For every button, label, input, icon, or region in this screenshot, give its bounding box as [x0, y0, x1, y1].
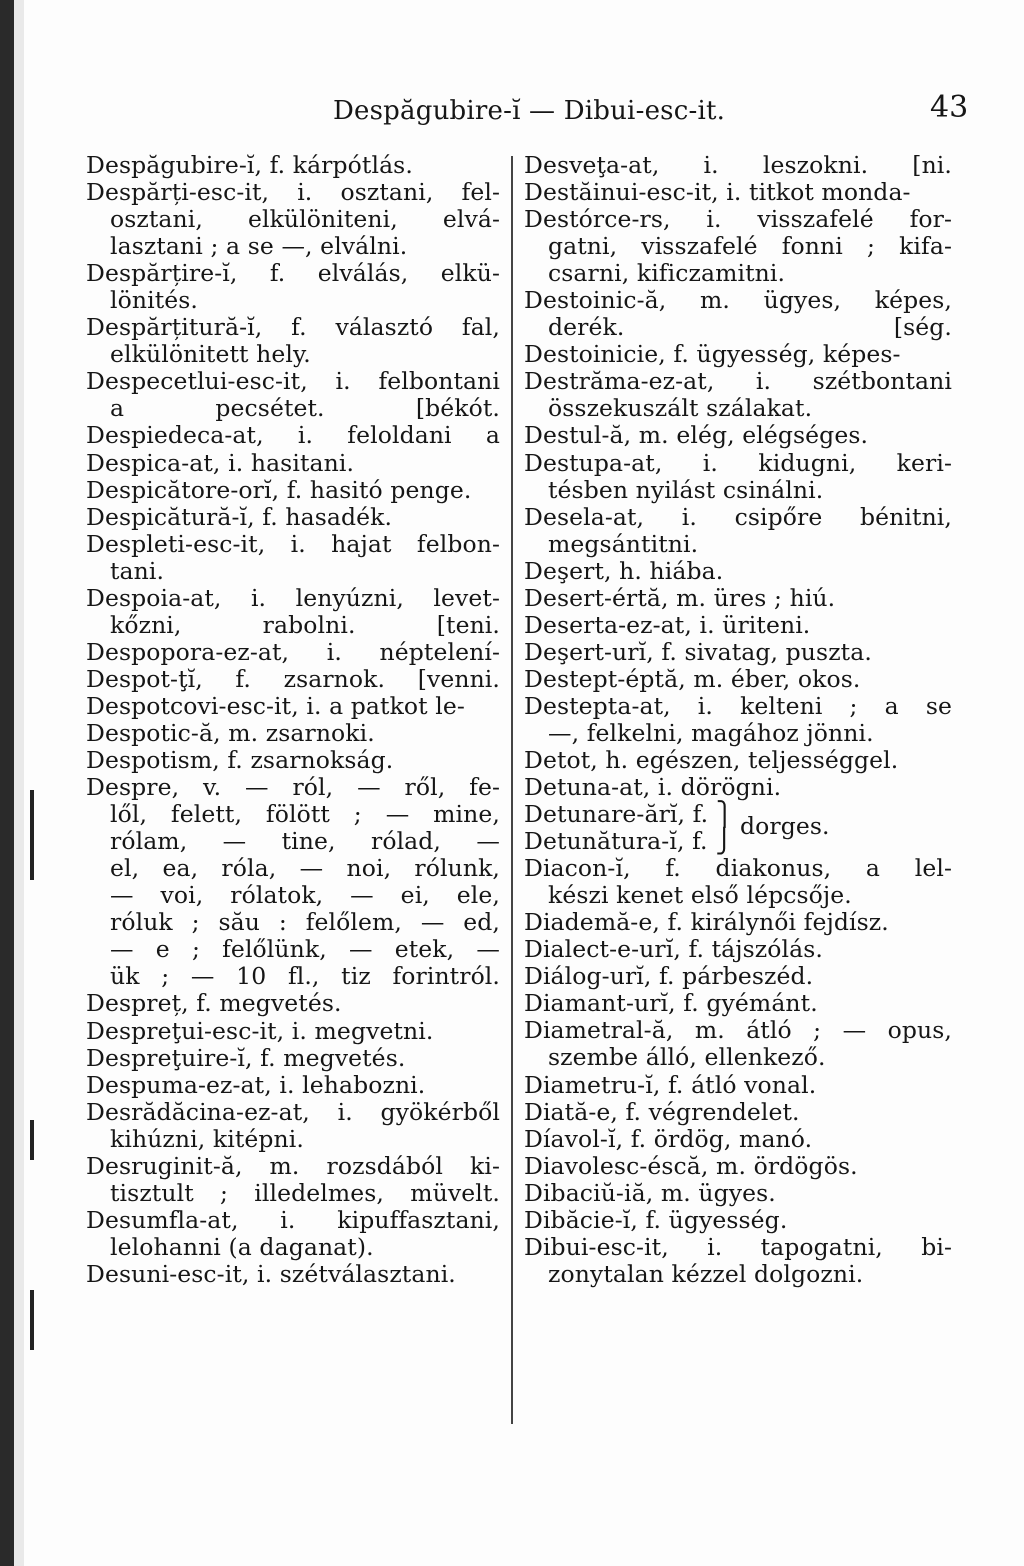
- scan-artifact-mark: [30, 1120, 34, 1160]
- dictionary-line: kihúzni, kitépni.: [110, 1124, 304, 1153]
- column-divider: [511, 156, 513, 1424]
- right-column: [524, 152, 952, 1288]
- page-header: [0, 90, 1024, 130]
- dictionary-line: készi kenet első lépcsője.: [548, 881, 852, 910]
- dictionary-line: a pecsétet. [békót.: [110, 394, 500, 423]
- bracketed-entries: [524, 801, 952, 855]
- dictionary-line: Despărțitură-ĭ, f. választó fal,: [86, 313, 500, 342]
- dictionary-line: Destoinicie, f. ügyesség, képes-: [524, 340, 901, 369]
- dictionary-line: Despecetlui-esc-it, i. felbontani: [86, 367, 500, 396]
- dictionary-line: Dibăcie-ĭ, f. ügyesség.: [524, 1205, 788, 1234]
- right-column-part-b: [524, 855, 952, 1288]
- dictionary-line: —, felkelni, magához jönni.: [548, 718, 874, 747]
- dictionary-line: Despotic-ă, m. zsarnoki.: [86, 718, 375, 747]
- dictionary-line: Díavol-ĭ, f. ördög, manó.: [524, 1124, 813, 1153]
- dictionary-line: Despiedeca-at, i. feloldani a: [86, 421, 500, 450]
- dictionary-line: szembe álló, ellenkező.: [548, 1043, 826, 1072]
- dictionary-line: Diademă-e, f. királynői fejdísz.: [524, 908, 889, 937]
- dictionary-line: Dibui-esc-it, i. tapogatni, bi-: [524, 1232, 952, 1261]
- dictionary-line: Desela-at, i. csipőre bénitni,: [524, 502, 952, 531]
- dictionary-line: Despreț, f. megvetés.: [86, 989, 342, 1018]
- dictionary-line: Diamant-urĭ, f. gyémánt.: [524, 989, 818, 1018]
- dictionary-line: rólam, — tine, rólad, —: [110, 827, 500, 856]
- dictionary-line: Despotcovi-esc-it, i. a patkot le-: [86, 691, 465, 720]
- dictionary-line: Despopora-ez-at, i. néptelení-: [86, 637, 500, 666]
- left-column: [86, 152, 500, 1288]
- dictionary-entry: Detunătura-ĭ, f. ⎭: [524, 827, 733, 856]
- dictionary-line: Destrăma-ez-at, i. szétbontani: [524, 367, 952, 396]
- dictionary-line: Diavolesc-éscă, m. ördögös.: [524, 1151, 858, 1180]
- dictionary-line: Despreţuire-ĭ, f. megvetés.: [86, 1043, 406, 1072]
- dictionary-line: Despica-at, i. hasitani.: [86, 448, 355, 477]
- dictionary-line: Despoia-at, i. lenyúzni, levet-: [86, 583, 500, 612]
- dictionary-line: Deserta-ez-at, i. üriteni.: [524, 610, 811, 639]
- dictionary-line: Despreţui-esc-it, i. megvetni.: [86, 1016, 434, 1045]
- dictionary-line: osztani, elkülöniteni, elvá-: [110, 205, 500, 234]
- dictionary-line: Despuma-ez-at, i. lehabozni.: [86, 1070, 426, 1099]
- right-column-part-a: [524, 152, 952, 801]
- dictionary-line: elkülönitett hely.: [110, 340, 311, 369]
- dictionary-line: Desuni-esc-it, i. szétválasztani.: [86, 1259, 456, 1288]
- dictionary-line: Destăinui-esc-it, i. titkot monda-: [524, 178, 911, 207]
- page-margin-shadow: [14, 0, 24, 1566]
- dictionary-line: kőzni, rabolni. [teni.: [110, 610, 500, 639]
- dictionary-line: Desrădăcina-ez-at, i. gyökérből: [86, 1097, 500, 1126]
- dictionary-line: Destoinic-ă, m. ügyes, képes,: [524, 286, 952, 315]
- running-head: Despăgubire-ĭ — Dibui-esc-it.: [333, 96, 726, 126]
- dictionary-line: derék. [ség.: [548, 313, 952, 342]
- dictionary-line: Desumfla-at, i. kipuffasztani,: [86, 1205, 500, 1234]
- dictionary-line: Destul-ă, m. elég, elégséges.: [524, 421, 869, 450]
- dictionary-line: Diametral-ă, m. átló ; — opus,: [524, 1016, 952, 1045]
- dictionary-line: zonytalan kézzel dolgozni.: [548, 1259, 864, 1288]
- dictionary-line: Despot-ţĭ, f. zsarnok. [venni.: [86, 664, 500, 693]
- dictionary-line: Deşert-urĭ, f. sivatag, puszta.: [524, 637, 872, 666]
- dictionary-line: — voi, rólatok, — ei, ele,: [110, 881, 500, 910]
- dictionary-line: Despre, v. — ról, — ről, fe-: [86, 773, 500, 802]
- dictionary-line: Despicătore-orĭ, f. hasitó penge.: [86, 475, 472, 504]
- dictionary-line: Despotism, f. zsarnokság.: [86, 746, 394, 775]
- dictionary-line: Desert-értă, m. üres ; hiú.: [524, 583, 836, 612]
- dictionary-line: Diacon-ĭ, f. diakonus, a lel-: [524, 854, 952, 883]
- dictionary-line: Destórce-rs, i. visszafelé for-: [524, 205, 952, 234]
- dictionary-line: Desveţa-at, i. leszokni. [ni.: [524, 151, 952, 179]
- dictionary-line: gatni, visszafelé fonni ; kifa-: [548, 232, 952, 261]
- dictionary-line: Despăgubire-ĭ, f. kárpótlás.: [86, 151, 413, 179]
- dictionary-line: — e ; felőlünk, — etek, —: [110, 935, 500, 964]
- dictionary-line: Deşert, h. hiába.: [524, 556, 724, 585]
- dictionary-entry: Detunare-ărĭ, f. ⎫: [524, 800, 734, 829]
- book-spine-edge: [0, 0, 14, 1566]
- dictionary-line: Dibaciŭ-iă, m. ügyes.: [524, 1178, 776, 1207]
- dictionary-line: Despărțire-ĭ, f. elválás, elkü-: [86, 259, 500, 288]
- dictionary-line: tésben nyilást csinálni.: [548, 475, 824, 504]
- dictionary-line: ük ; — 10 fl., tiz forintról.: [110, 962, 500, 991]
- dictionary-line: lelohanni (a daganat).: [110, 1232, 374, 1261]
- dictionary-line: el, ea, róla, — noi, rólunk,: [110, 854, 500, 883]
- dictionary-line: Destupa-at, i. kidugni, keri-: [524, 448, 952, 477]
- shared-definition: dorges.: [740, 812, 830, 841]
- dictionary-line: Despărți-esc-it, i. osztani, fel-: [86, 178, 500, 207]
- dictionary-line: csarni, kificzamitni.: [548, 259, 786, 288]
- dictionary-line: Despleti-esc-it, i. hajat felbon-: [86, 529, 500, 558]
- dictionary-line: Diametru-ĭ, f. átló vonal.: [524, 1070, 817, 1099]
- scan-artifact-mark: [30, 790, 34, 880]
- dictionary-line: lönités.: [110, 286, 198, 315]
- dictionary-line: lasztani ; a se —, elválni.: [110, 232, 408, 261]
- dictionary-line: róluk ; său : felőlem, — ed,: [110, 908, 500, 937]
- page-number: 43: [930, 90, 969, 125]
- dictionary-line: megsántitni.: [548, 529, 699, 558]
- scan-artifact-mark: [30, 1290, 34, 1350]
- dictionary-line: Dialect-e-urĭ, f. tájszólás.: [524, 935, 823, 964]
- dictionary-line: tisztult ; illedelmes, müvelt.: [110, 1178, 500, 1207]
- dictionary-line: lől, felett, fölött ; — mine,: [110, 800, 500, 829]
- dictionary-line: Despicătură-ĭ, f. hasadék.: [86, 502, 393, 531]
- dictionary-line: Desruginit-ă, m. rozsdából ki-: [86, 1151, 500, 1180]
- dictionary-line: Diată-e, f. végrendelet.: [524, 1097, 800, 1126]
- dictionary-line: tani.: [110, 556, 165, 585]
- dictionary-line: Detuna-at, i. dörögni.: [524, 773, 782, 802]
- dictionary-line: összekuszált szálakat.: [548, 394, 813, 423]
- dictionary-line: Destept-éptă, m. éber, okos.: [524, 664, 861, 693]
- dictionary-line: Detot, h. egészen, teljességgel.: [524, 746, 899, 775]
- dictionary-line: Diálog-urĭ, f. párbeszéd.: [524, 962, 814, 991]
- dictionary-line: Destepta-at, i. kelteni ; a se: [524, 691, 952, 720]
